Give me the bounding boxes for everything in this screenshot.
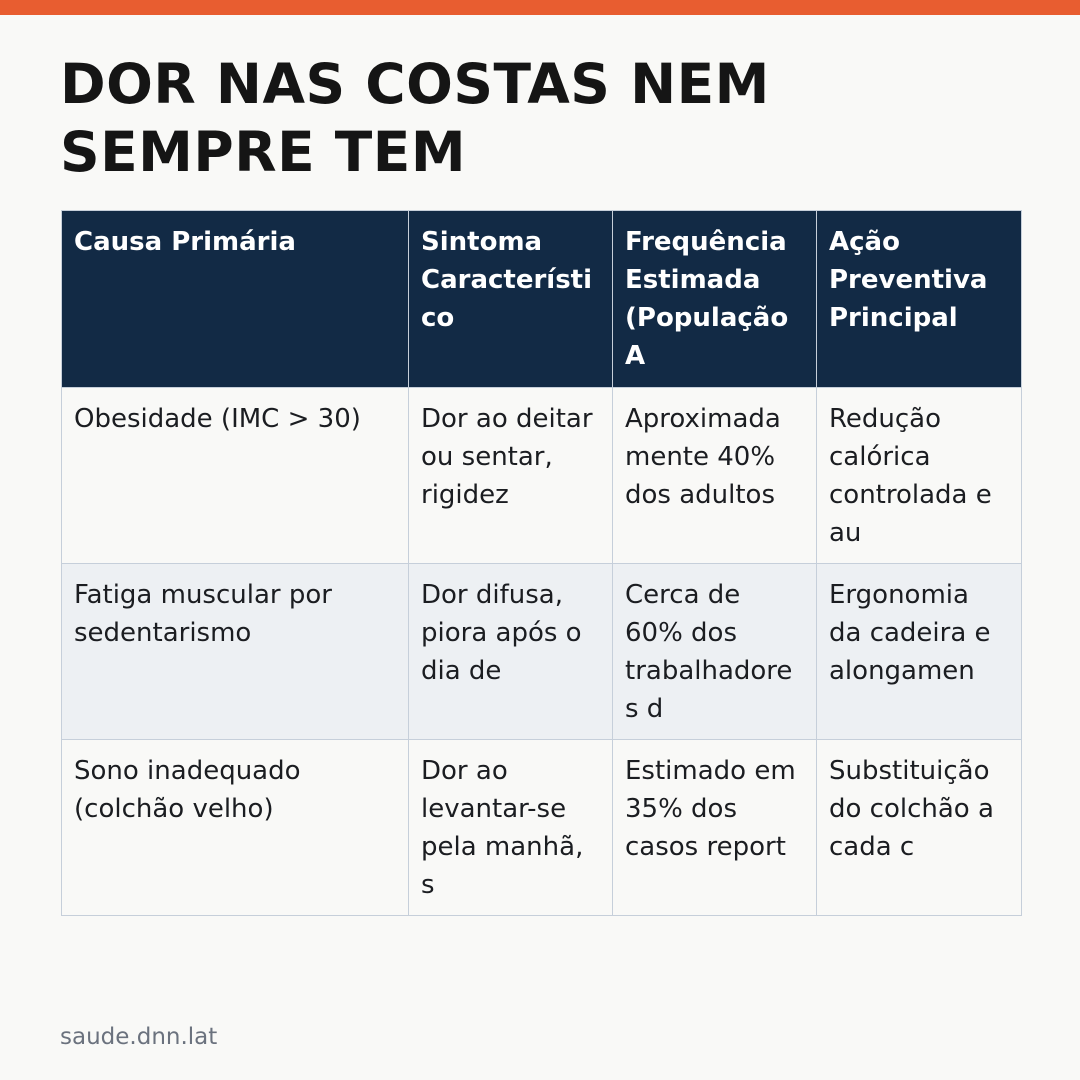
causes-table <box>61 210 1022 916</box>
table-row <box>62 740 1022 916</box>
cell-symptom: Dor ao levantar-se pela manhã, s <box>409 740 613 916</box>
cell-prevention: Substituição do colchão a cada c <box>817 740 1022 916</box>
cell-frequency: Cerca de 60% dos trabalhadores d <box>613 564 817 740</box>
cell-symptom: Dor ao deitar ou sentar, rigidez <box>409 388 613 564</box>
cell-frequency: Aproximadamente 40% dos adultos <box>613 388 817 564</box>
table-header-row <box>62 211 1022 388</box>
cell-cause: Sono inadequado (colchão velho) <box>62 740 409 916</box>
footer-domain: saude.dnn.lat <box>60 1024 218 1050</box>
cell-cause: Fatiga muscular por sedentarismo <box>62 564 409 740</box>
header-frequency: Frequência Estimada (População A <box>613 211 817 388</box>
cell-symptom: Dor difusa, piora após o dia de <box>409 564 613 740</box>
table-row <box>62 388 1022 564</box>
cell-frequency: Estimado em 35% dos casos report <box>613 740 817 916</box>
cell-prevention: Redução calórica controlada e au <box>817 388 1022 564</box>
header-symptom: Sintoma Característico <box>409 211 613 388</box>
table-row <box>62 564 1022 740</box>
cell-cause: Obesidade (IMC > 30) <box>62 388 409 564</box>
header-prevention: Ação Preventiva Principal <box>817 211 1022 388</box>
page-title: DOR NAS COSTAS NEM SEMPRE TEM <box>60 52 770 184</box>
cell-prevention: Ergonomia da cadeira e alongamen <box>817 564 1022 740</box>
top-accent-bar <box>0 0 1080 15</box>
header-cause: Causa Primária <box>62 211 409 388</box>
